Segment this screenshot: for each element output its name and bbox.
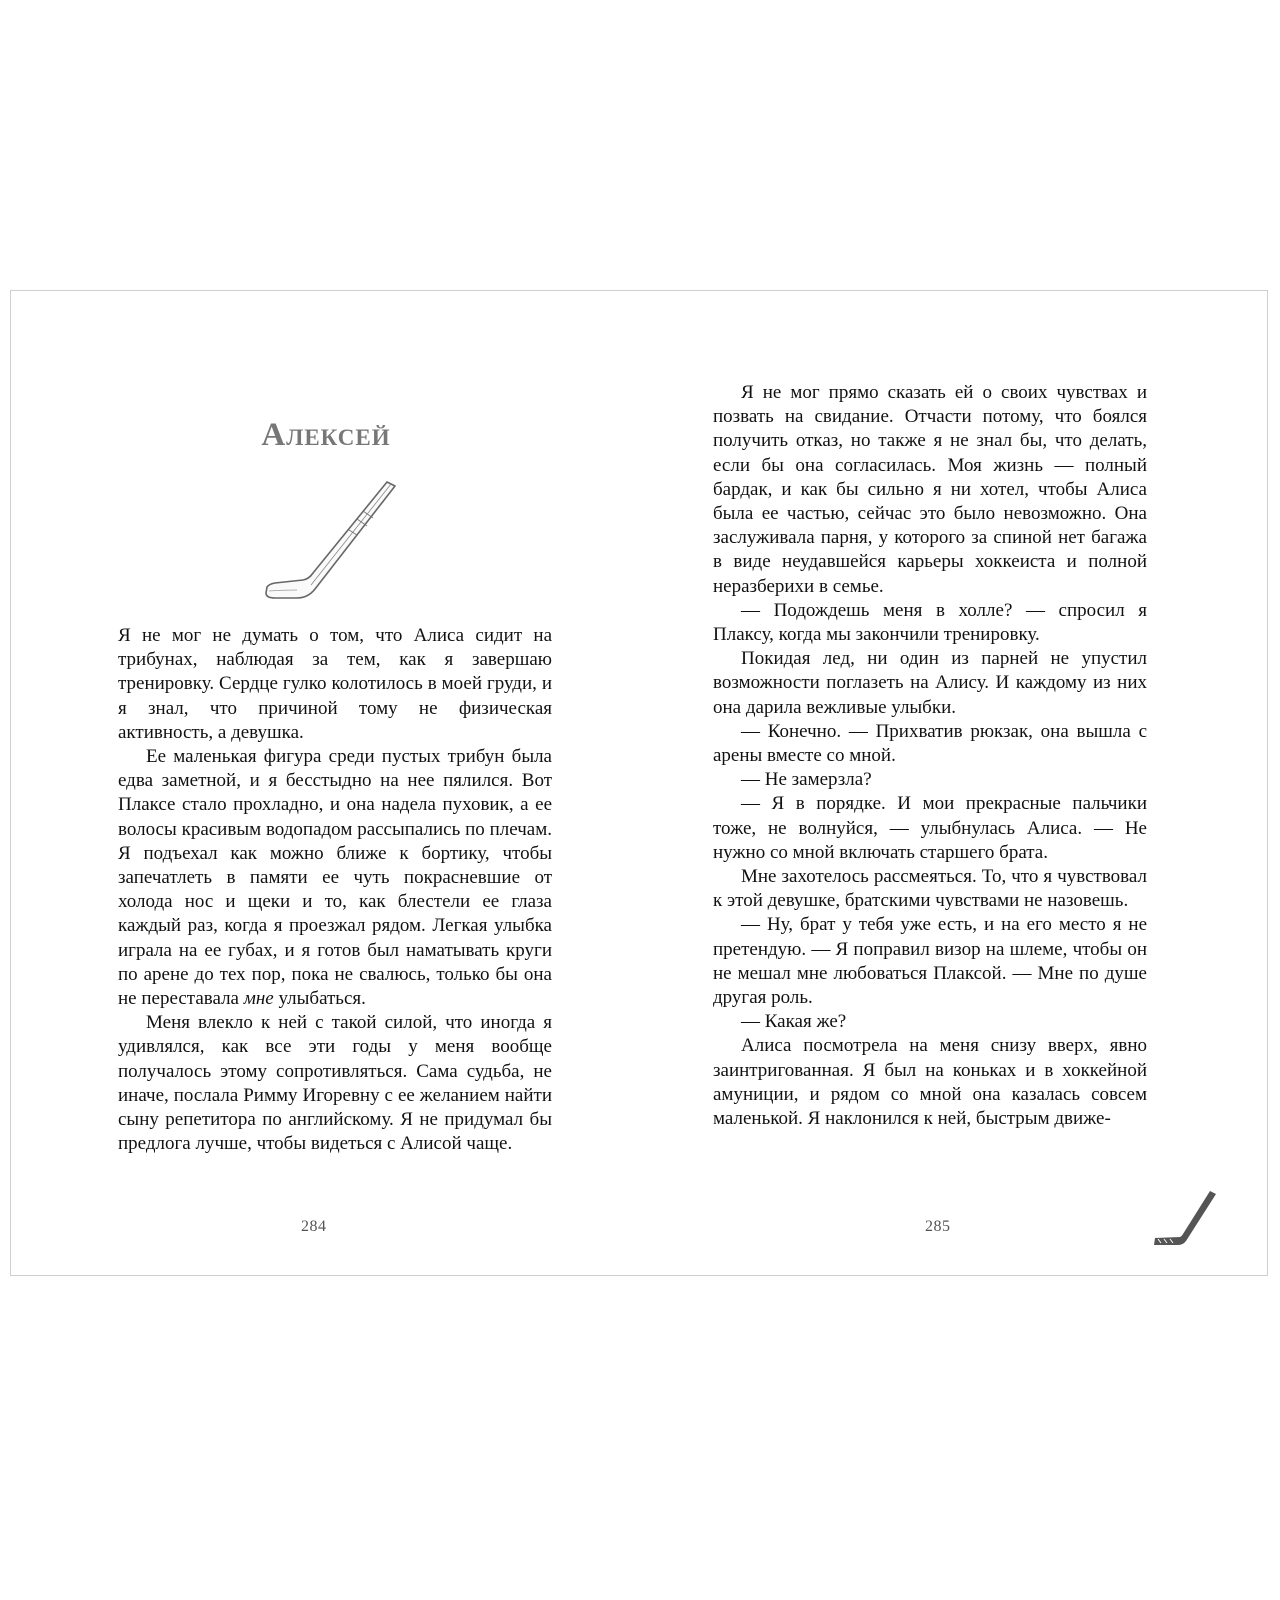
page-number-right: 285 [925, 1218, 951, 1235]
paragraph: — Какая же? [741, 1011, 847, 1033]
paragraph-ending: улыбаться. [273, 988, 366, 1010]
paragraph: — Ну, брат у тебя уже есть, и на его место я не претендую. — Я поправил визор на шлеме, чтобы он не мешал мне любоваться Плаксой. — Мне по душе другая роль. [713, 914, 1147, 1009]
paragraph: Мне захотелось рассмеяться. То, что я чувствовал к этой девушке, братскими чувствами не назовешь. [713, 866, 1147, 912]
italic-word: мне [243, 988, 274, 1010]
left-page [11, 291, 640, 1275]
right-body-text [713, 381, 1147, 1131]
paragraph [118, 745, 552, 1011]
hockey-stick-corner-icon [1150, 1189, 1228, 1251]
paragraph: — Я в порядке. И мои прекрасные пальчики тоже, не волнуйся, — улыбнулась Алиса. — Не нужно со мной включать старшего брата. [713, 793, 1147, 863]
paragraph: Я не мог прямо сказать ей о своих чувствах и позвать на свидание. Отчасти потому, что боялся получить отказ, но также я не знал бы, что делать, если бы она согласилась. Моя жизнь — полный бардак, и как бы сильно я ни хотел, чтобы Алиса была ее частью, сейчас это было невозможно. Она заслуживала парня, у которого за спиной нет багажа в виде неудавшейся карьеры хоккеиста и полной неразберихи в семье. [713, 382, 1147, 597]
page-number-left: 284 [301, 1218, 327, 1235]
paragraph: — Не замерзла? [741, 769, 872, 791]
paragraph-text: Ее маленькая фигура среди пустых трибун была едва заметной, и я бесстыдно на нее пялился. Вот Плаксе стало прохладно, и она надела пуховик, а ее волосы красивым водопадом рассыпались по плечам. Я подъехал как можно ближе к бортику, чтобы запечатлеть в памяти ее чуть покрасневшие от холода нос и щеки и то, как блестели ее глаза каждый раз, когда я проезжал рядом. Легкая улыбка играла на ее губах, и я готов был наматывать круги по арене до тех пор, пока не свалюсь, только бы она не переставала [118, 746, 552, 1010]
paragraph: Алиса посмотрела на меня снизу вверх, явно заинтригованная. Я был на коньках и в хоккейной амуниции, и рядом со мной она казалась совсем маленькой. Я наклонился к ней, быстрым движе- [713, 1035, 1147, 1130]
paragraph: Меня влекло к ней с такой силой, что иногда я удивлялся, как все эти годы у меня вообще получалось этому сопротивляться. Сама судьба, не иначе, послала Римму Игоревну с ее желанием найти сыну репетитора по английскому. Я не придумал бы предлога лучше, чтобы видеться с Алисой чаще. [118, 1012, 552, 1155]
paragraph: Я не мог не думать о том, что Алиса сидит на трибунах, наблюдая за тем, как я завершаю тренировку. Сердце гулко колотилось в моей груди, и я знал, что причиной тому не физическая активность, а девушка. [118, 625, 552, 743]
paragraph: Покидая лед, ни один из парней не упустил возможности поглазеть на Алису. И каждому из них она дарила вежливые улыбки. [713, 648, 1147, 718]
chapter-title: Алексей [261, 417, 391, 453]
right-page [640, 291, 1269, 1275]
paragraph: — Конечно. — Прихватив рюкзак, она вышла с арены вместе со мной. [713, 720, 1147, 767]
hockey-stick-icon [251, 477, 401, 607]
book-spread [10, 290, 1268, 1276]
left-body-text [118, 624, 552, 1156]
paragraph: — Подождешь меня в холле? — спросил я Плаксу, когда мы закончили тренировку. [713, 599, 1147, 646]
